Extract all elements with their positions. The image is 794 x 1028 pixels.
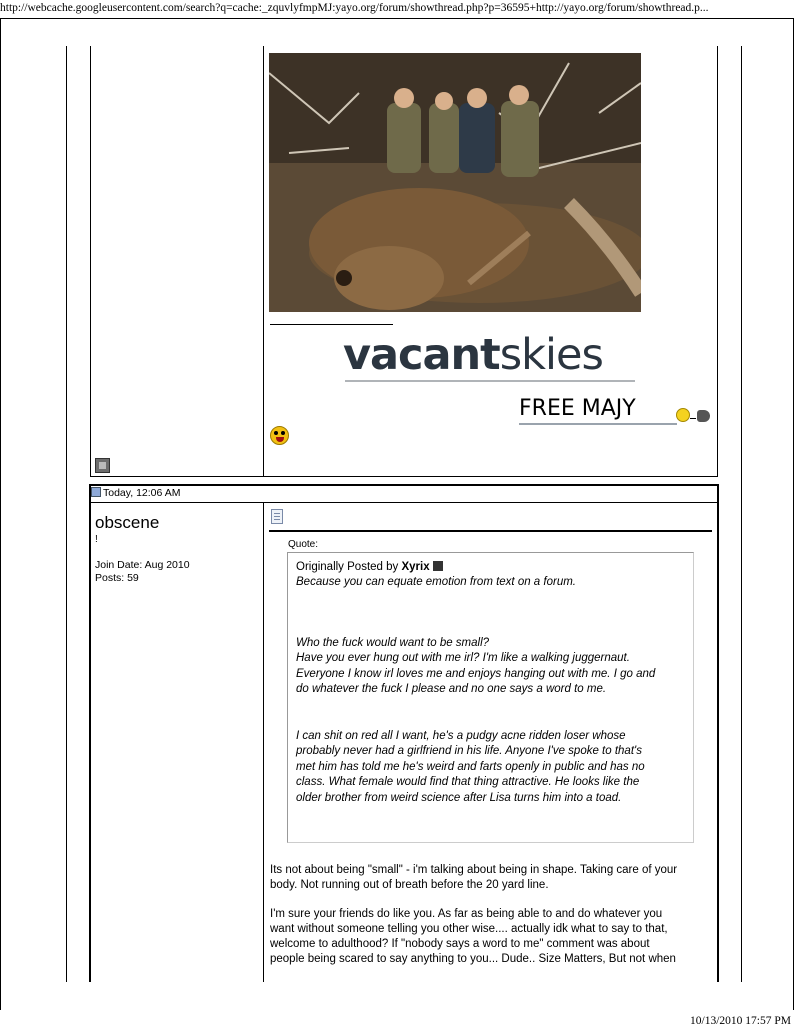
quote-line: I can shit on red all I want, he's a pudgy acne ridden loser whose [296, 730, 626, 742]
signature-divider [270, 324, 393, 325]
reply-line: body. Not running out of breath before the 20 yard line. [270, 879, 549, 891]
post1-left-border [90, 46, 91, 477]
post2-divider [263, 503, 264, 982]
signature-line: FREE MAJY [519, 396, 636, 421]
post2-top-border [89, 484, 719, 486]
post-photo [269, 53, 641, 312]
quote-line: Because you can equate emotion from text on a forum. [296, 576, 576, 588]
signature-logo [343, 330, 603, 380]
print-timestamp: 10/13/2010 17:57 PM [690, 1015, 791, 1027]
reply-line: people being scared to say anything to you... Dude.. Size Matters, But not when [270, 953, 676, 965]
table-outer-left-border [66, 46, 67, 982]
quote-line: Have you ever hung out with me irl? I'm like a walking juggernaut. [296, 652, 630, 664]
signature-logo-light: skies [499, 330, 603, 380]
reply-line: want without someone telling you other wise.... actually idk what to say to that, [270, 923, 668, 935]
signature-logo-bold: vacant [343, 330, 500, 380]
quote-line: Everyone I know irl loves me and enjoys hanging out with me. I go and [296, 668, 656, 680]
post1-right-border [717, 46, 718, 477]
quote-line: Who the fuck would want to be small? [296, 637, 490, 649]
join-date: Join Date: Aug 2010 [95, 559, 190, 571]
post1-divider [263, 46, 264, 477]
user-title: ! [95, 534, 98, 545]
table-outer-right-border [741, 46, 742, 982]
quote-author-line [296, 561, 443, 573]
quote-label: Quote: [288, 539, 319, 550]
username[interactable]: obscene [95, 513, 160, 532]
post-count: Posts: 59 [95, 572, 139, 584]
post1-bottom-border [90, 476, 718, 477]
dark-smiley-icon [697, 410, 710, 422]
report-post-icon[interactable] [95, 458, 110, 473]
post2-right-border [717, 484, 719, 982]
reply-line: welcome to adulthood? If "nobody says a word to me" comment was about [270, 938, 650, 950]
hunting-photo-image [269, 53, 641, 312]
reply-line: Its not about being "small" - i'm talking about being in shape. Taking care of your [270, 864, 678, 876]
reply-line: I'm sure your friends do like you. As far as being able to and do whatever you [270, 908, 663, 920]
post-icon [271, 509, 283, 524]
url-header: http://webcache.googleusercontent.com/search?q=cache:_zquvlyfmpMJ:yayo.org/forum/showthread.php?p=36595+http://yayo.org/forum/showthread.p... [0, 2, 709, 14]
post-timestamp: Today, 12:06 AM [103, 487, 181, 499]
post-timestamp-row [91, 487, 180, 499]
post2-header-rule [91, 502, 717, 503]
post-page-icon [91, 487, 101, 497]
yellow-smiley-icon [676, 408, 690, 422]
quote-prefix: Originally Posted by [296, 561, 399, 573]
quote-line: probably never had a girlfriend in his life. Anyone I've spoke to that's [296, 745, 642, 757]
tongue-emoji-icon [270, 426, 289, 445]
smiley-dash [690, 418, 696, 419]
quote-author[interactable]: Xyrix [401, 561, 430, 573]
view-post-icon[interactable] [433, 561, 443, 571]
post-title-rule [269, 530, 712, 532]
post2-left-border [89, 484, 91, 982]
signature-line-underline [519, 423, 677, 425]
quote-line: met him has told me he's weird and farts openly in public and has no [296, 761, 645, 773]
signature-logo-underline [345, 380, 635, 382]
quote-line: older brother from weird science after Lisa turns him into a toad. [296, 792, 622, 804]
quote-line: class. What female would find that thing attractive. He looks like the [296, 776, 640, 788]
quote-line: do whatever the fuck I please and no one says a word to me. [296, 683, 607, 695]
